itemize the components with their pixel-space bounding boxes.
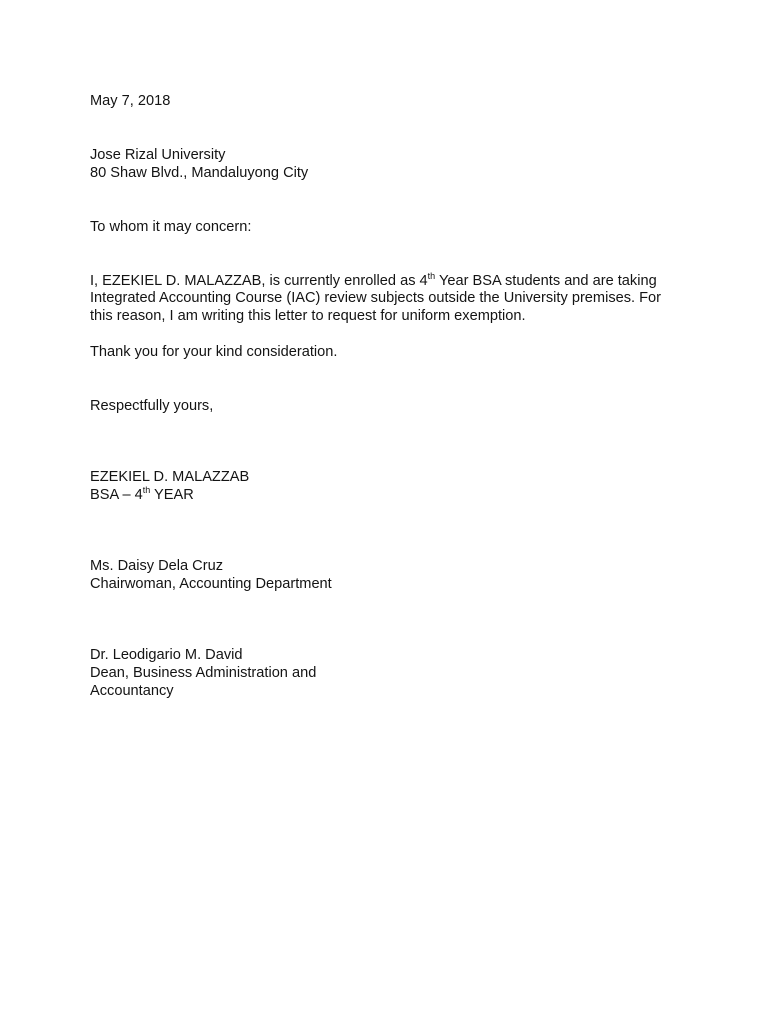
approver2-name: Dr. Leodigario M. David xyxy=(90,647,243,663)
recipient-address: 80 Shaw Blvd., Mandaluyong City xyxy=(90,165,309,181)
body-line-2: Integrated Accounting Course (IAC) review subjects outside the University premises. For xyxy=(90,290,662,306)
body-line-1-a: I, EZEKIEL D. MALAZZAB, is currently enrolled as 4 xyxy=(90,273,428,289)
letter-date: May 7, 2018 xyxy=(90,93,171,109)
approver1-title: Chairwoman, Accounting Department xyxy=(90,576,332,592)
approver2-title-line1: Dean, Business Administration and xyxy=(90,665,317,681)
sender-name: EZEKIEL D. MALAZZAB xyxy=(90,469,250,485)
thanks-line: Thank you for your kind consideration. xyxy=(90,344,338,360)
body-line-1-sup: th xyxy=(427,271,436,281)
body-line-1 xyxy=(90,272,657,290)
sender-program xyxy=(90,486,194,504)
approver2-title-line2: Accountancy xyxy=(90,683,174,699)
approver1-name: Ms. Daisy Dela Cruz xyxy=(90,558,223,574)
sender-program-sup: th xyxy=(142,485,151,495)
body-line-3: this reason, I am writing this letter to request for uniform exemption. xyxy=(90,308,526,324)
body-line-1-b: Year BSA students and are taking xyxy=(435,273,657,289)
sender-program-a: BSA – 4 xyxy=(90,487,143,503)
salutation: To whom it may concern: xyxy=(90,219,252,235)
recipient-name: Jose Rizal University xyxy=(90,147,226,163)
closing: Respectfully yours, xyxy=(90,398,214,414)
sender-program-b: YEAR xyxy=(150,487,194,503)
